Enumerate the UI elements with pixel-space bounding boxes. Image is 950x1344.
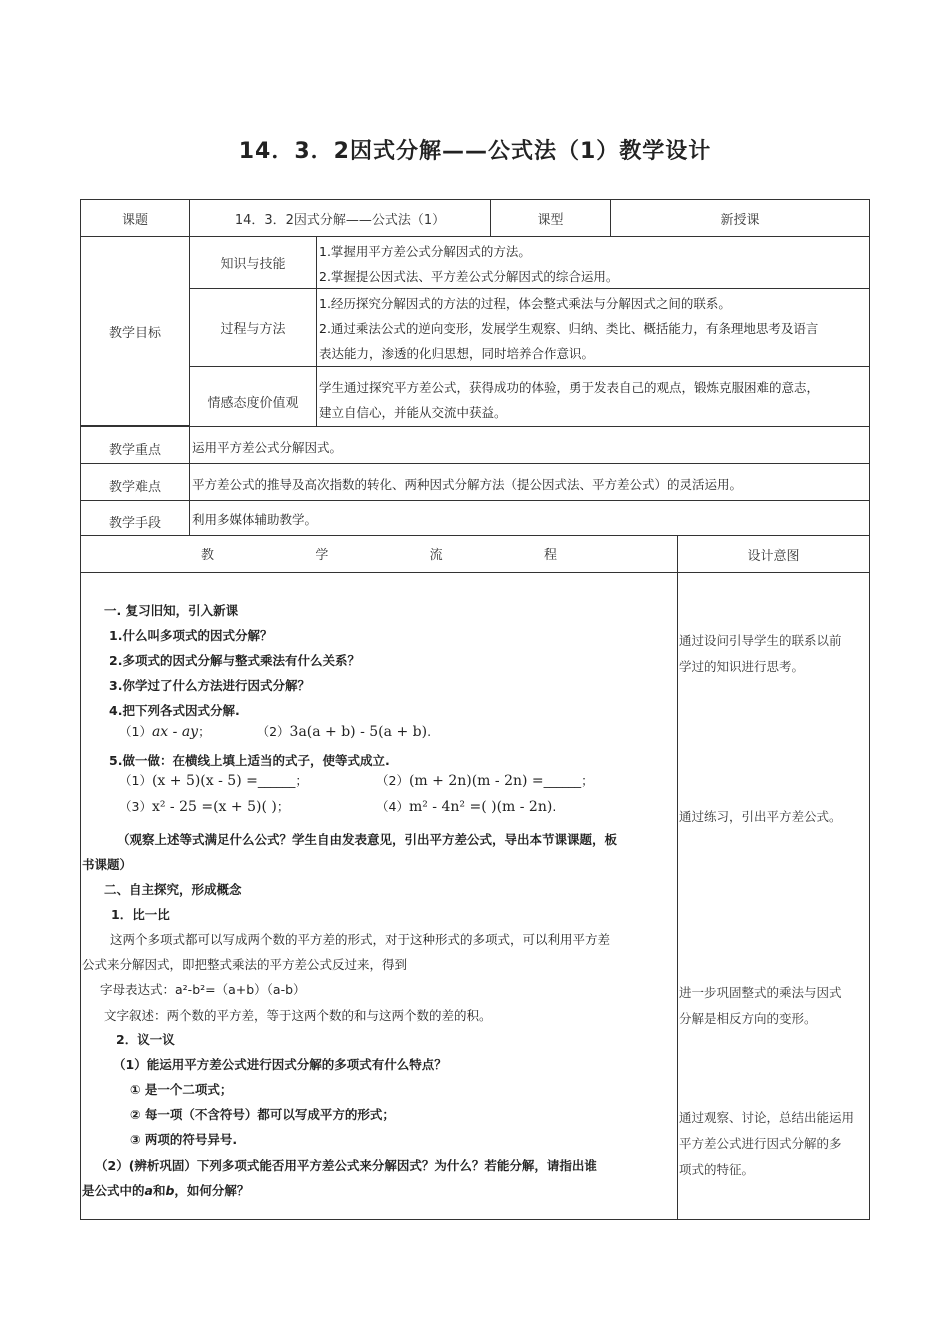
discussion-text: ，如何分解？ <box>174 1183 250 1198</box>
discussion-text: 和 <box>152 1183 166 1198</box>
objectives-label: 教学目标 <box>108 325 161 341</box>
keypoint-content <box>189 426 870 464</box>
intent-note <box>679 628 842 680</box>
practice-line <box>119 771 308 789</box>
subsection-title: 1．比一比 <box>111 907 170 922</box>
keypoint-label: 教学重点 <box>108 442 161 458</box>
practice-expression: m² - 4n² =( )(m - 2n) <box>408 799 553 815</box>
subsection-title: 2．议一议 <box>116 1032 175 1047</box>
flow-header-char: 流 <box>429 548 443 563</box>
means-value: 利用多媒体辅助教学。 <box>192 512 318 527</box>
formula-label: 字母表达式： <box>100 982 176 997</box>
practice-expression: x² - 25 =(x + 5)( ) <box>151 799 277 815</box>
variable-b: b <box>165 1183 175 1198</box>
page-title: 14．3．2因式分解——公式法（1）教学设计 <box>238 139 712 164</box>
paragraph-line: 这两个多项式都可以写成两个数的平方差的形式，对于这种形式的多项式，可以利用平方差 <box>110 932 611 947</box>
emotion-item: 建立自信心，并能从交流中获益。 <box>319 405 507 420</box>
practice-instruction: 5.做一做：在横线上填上适当的式子，使等式成立. <box>109 753 390 768</box>
type-value-cell <box>610 199 870 237</box>
practice-punct: ； <box>276 799 290 814</box>
review-question: 4.把下列各式因式分解. <box>109 703 240 718</box>
type-value: 新授课 <box>720 212 760 228</box>
flow-header-char: 程 <box>543 548 557 563</box>
intent-note <box>679 980 842 1032</box>
exercise-number: （2） <box>256 724 290 739</box>
means-label: 教学手段 <box>108 515 161 531</box>
knowledge-item: 2.掌握提公因式法、平方差公式分解因式的综合运用。 <box>319 269 619 284</box>
keypoint-label-cell <box>80 426 190 464</box>
type-label-cell <box>490 199 611 237</box>
topic-value-cell <box>189 199 491 237</box>
knowledge-item: 1.掌握用平方差公式分解因式的方法。 <box>319 244 531 259</box>
type-label: 课型 <box>537 212 564 228</box>
review-question: 2.多项式的因式分解与整式乘法有什么关系？ <box>109 653 360 668</box>
intent-line: 通过观察、讨论，总结出能运用 <box>679 1110 855 1125</box>
process-item: 1.经历探究分解因式的方法的过程，体会整式乘法与分解因式之间的联系。 <box>319 296 731 311</box>
flow-header-char: 学 <box>315 548 329 563</box>
process-item: 2.通过乘法公式的逆向变形，发展学生观察、归纳、类比、概括能力，有条理地思考及语言 <box>319 321 819 336</box>
intent-header-cell <box>677 535 870 573</box>
process-content <box>316 288 870 367</box>
section-title: 一. 复习旧知，引入新课 <box>104 603 239 618</box>
formula: a²-b²=（a+b）（a-b） <box>175 982 306 997</box>
practice-number: （1） <box>119 773 152 788</box>
discussion-point: ① 是一个二项式； <box>130 1082 233 1097</box>
exercise-expression: ax - ay <box>151 724 199 740</box>
observe-note: （观察上述等式满足什么公式？学生自由发表意见，引出平方差公式，导出本节课课题，板 <box>117 832 618 847</box>
emotion-content <box>316 366 870 427</box>
practice-blank: ______； <box>257 773 308 788</box>
knowledge-label-cell <box>189 236 317 289</box>
topic-label: 课题 <box>121 212 148 228</box>
emotion-item: 学生通过探究平方差公式，获得成功的体验，勇于发表自己的观点，锻炼克服困难的意志， <box>319 380 820 395</box>
review-question: 1.什么叫多项式的因式分解？ <box>109 628 273 643</box>
intent-note <box>679 804 842 830</box>
flow-header-cell <box>80 535 678 573</box>
discussion-question: （2）(辨析巩固）下列多项式能否用平方差公式来分解因式？为什么？若能分解，请指出谁 <box>95 1158 597 1173</box>
practice-number: （2） <box>376 773 409 788</box>
exercise-number: （1） <box>119 724 152 739</box>
difficulty-label-cell <box>80 463 190 501</box>
exercise-punct: . <box>427 724 432 739</box>
topic-value: 14．3．2因式分解——公式法（1） <box>234 212 446 228</box>
practice-expression: (m + 2n)(m - 2n) = <box>408 773 544 789</box>
intent-line: 通过设问引导学生的联系以前 <box>679 633 842 648</box>
intent-line: 通过练习，引出平方差公式。 <box>679 809 842 824</box>
intent-line: 分解是相反方向的变形。 <box>679 1011 817 1026</box>
verbal-formula: 文字叙述：两个数的平方差，等于这两个数的和与这两个数的差的积。 <box>104 1008 492 1023</box>
discussion-question <box>82 1181 249 1199</box>
practice-punct: . <box>552 799 557 814</box>
means-content <box>189 500 870 536</box>
process-label-cell <box>189 288 317 367</box>
intent-line: 平方差公式进行因式分解的多 <box>679 1136 842 1151</box>
paragraph-line: 公式来分解因式，即把整式乘法的平方差公式反过来，得到 <box>82 957 408 972</box>
emotion-label-cell <box>189 366 317 427</box>
difficulty-content <box>189 463 870 501</box>
formula-line <box>100 980 306 998</box>
practice-expression: (x + 5)(x - 5) = <box>151 773 258 789</box>
intent-line: 进一步巩固整式的乘法与因式 <box>679 985 842 1000</box>
keypoint-value: 运用平方差公式分解因式。 <box>192 440 343 455</box>
intent-line: 学过的知识进行思考。 <box>679 659 805 674</box>
practice-number: （3） <box>119 799 152 814</box>
difficulty-label: 教学难点 <box>108 479 161 495</box>
emotion-label: 情感态度价值观 <box>207 396 299 411</box>
section-title: 二、自主探究，形成概念 <box>104 882 242 897</box>
practice-number: （4） <box>376 799 409 814</box>
review-question: 3.你学过了什么方法进行因式分解？ <box>109 678 310 693</box>
exercise-expression: 3a(a + b) - 5(a + b) <box>289 724 428 740</box>
practice-line <box>119 797 289 815</box>
flow-header-char: 教 <box>201 548 215 563</box>
discussion-question: （1）能运用平方差公式进行因式分解的多项式有什么特点？ <box>113 1057 447 1072</box>
process-item: 表达能力，渗透的化归思想，同时培养合作意识。 <box>319 346 595 361</box>
practice-line <box>376 797 556 815</box>
objectives-label-cell <box>80 236 190 426</box>
difficulty-value: 平方差公式的推导及高次指数的转化、两种因式分解方法（提公因式法、平方差公式）的灵活运用。 <box>192 477 743 492</box>
intent-line: 项式的特征。 <box>679 1162 755 1177</box>
variable-a: a <box>144 1183 153 1198</box>
exercise-line <box>119 722 431 740</box>
process-label: 过程与方法 <box>220 322 286 337</box>
means-label-cell <box>80 500 190 536</box>
knowledge-content <box>316 236 870 289</box>
intent-note <box>679 1105 854 1183</box>
knowledge-label: 知识与技能 <box>220 257 286 272</box>
practice-blank: ______； <box>543 773 594 788</box>
discussion-point: ② 每一项（不含符号）都可以写成平方的形式； <box>130 1107 395 1122</box>
topic-label-cell <box>80 199 190 237</box>
discussion-point: ③ 两项的符号异号. <box>130 1132 238 1147</box>
discussion-text: 是公式中的 <box>82 1183 145 1198</box>
intent-header: 设计意图 <box>747 548 800 564</box>
exercise-punct: ； <box>198 724 211 739</box>
practice-line <box>376 771 594 789</box>
observe-note: 书课题） <box>82 857 133 872</box>
